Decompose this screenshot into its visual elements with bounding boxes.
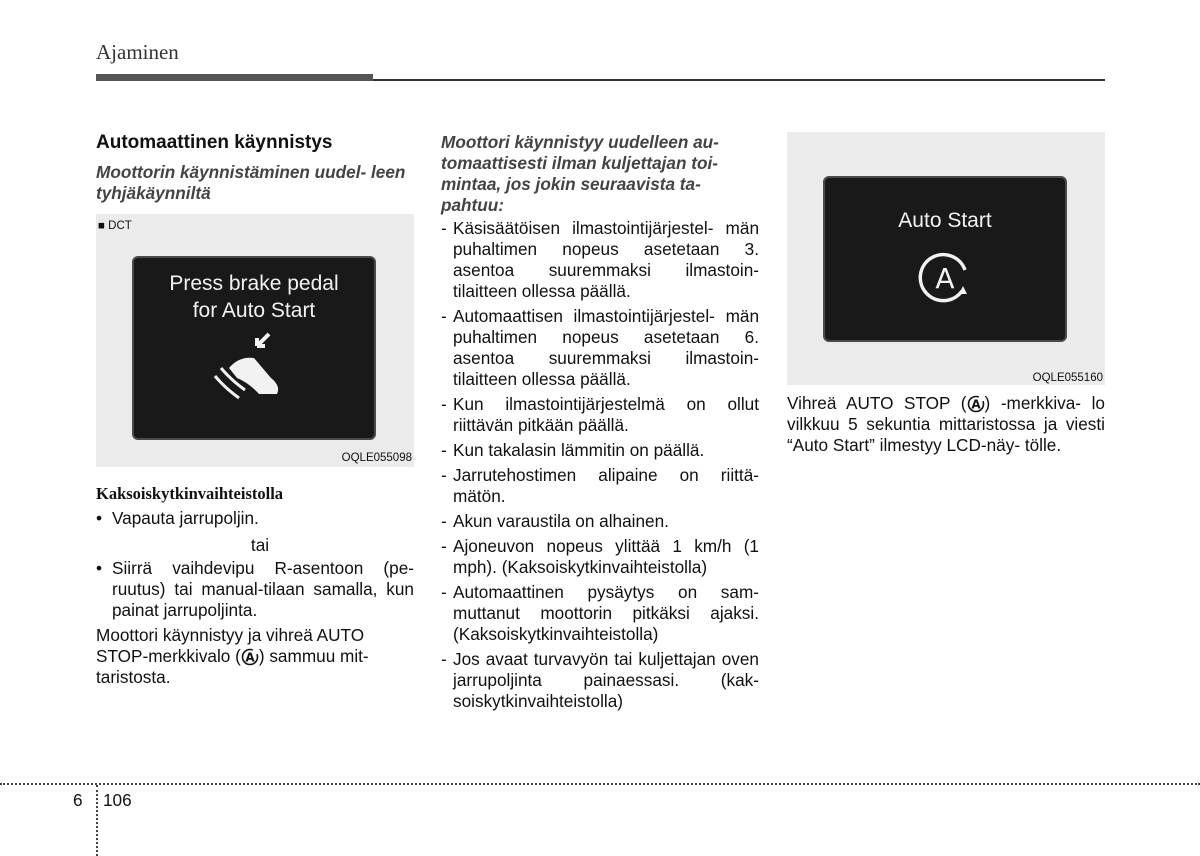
subheading-restart: Moottorin käynnistäminen uudel- leen tyhjäkäynniltä bbox=[96, 162, 406, 203]
column-left bbox=[96, 132, 414, 688]
page-number: 106 bbox=[103, 790, 132, 810]
section-title: Ajaminen bbox=[96, 40, 179, 64]
paragraph-auto-start: Vihreä AUTO STOP ( A ) -merkkiva- lo vilkkuu 5 sekuntia mittaristossa ja viesti “Auto Start” ilmestyy LCD-näy- tölle. bbox=[787, 393, 1105, 455]
column-right bbox=[787, 132, 1105, 456]
auto-stop-a-icon bbox=[915, 248, 975, 308]
bullet-list-dct-2 bbox=[96, 558, 414, 621]
list-item: • Vapauta jarrupoljin. bbox=[96, 508, 259, 528]
figure-caption-1: OQLE055098 bbox=[341, 452, 412, 464]
list-item: - Automaattisen ilmastointijärjestel- män puhaltimen nopeus asetetaan 6. asentoa suuremmaksi ilmastoin- tilaitteen ollessa päällä. bbox=[441, 306, 759, 389]
column-middle bbox=[441, 132, 759, 716]
svg-text:A: A bbox=[935, 262, 955, 295]
paragraph-restart-light: Moottori käynnistyy ja vihreä AUTO STOP-merkkivalo ( A ) sammuu mit- taristosta. bbox=[96, 625, 369, 687]
heading-auto-start: Automaattinen käynnistys bbox=[96, 132, 333, 153]
or-word: tai bbox=[250, 535, 270, 555]
screen-line-1: Press brake pedal bbox=[169, 272, 339, 295]
screen-line-2: for Auto Start bbox=[192, 299, 316, 322]
heading-restart-conditions: Moottori käynnistyy uudelleen au- tomaattisesti ilman kuljettajan toi- mintaa, jos jokin seuraavista ta- pahtuu: bbox=[441, 132, 719, 215]
brake-pedal-icon bbox=[209, 328, 299, 403]
list-item: - Kun ilmastointijärjestelmä on ollut riittävän pitkään päällä. bbox=[441, 394, 759, 435]
subsection-dct: Kaksoiskytkinvaihteistolla bbox=[96, 484, 284, 503]
auto-stop-a-icon bbox=[241, 648, 259, 666]
list-item: - Automaattinen pysäytys on sam- muttanut moottorin pitkäksi ajaksi. (Kaksoiskytkinvaihteistolla) bbox=[441, 582, 759, 644]
lcd-screen-press-brake bbox=[132, 256, 376, 440]
figure-auto-start bbox=[787, 132, 1105, 385]
figure-caption-2: OQLE055160 bbox=[1032, 372, 1103, 384]
condition-list bbox=[441, 218, 759, 712]
figure-label-dct: ■ DCT bbox=[98, 220, 132, 232]
list-item: - Jarrutehostimen alipaine on riittä- mätön. bbox=[441, 465, 759, 506]
svg-text:A: A bbox=[245, 650, 255, 665]
list-item: - Jos avaat turvavyön tai kuljettajan oven jarrupoljinta painaessasi. (kak- soiskytkinvaihteistolla) bbox=[441, 649, 759, 711]
auto-stop-a-icon bbox=[967, 395, 985, 413]
list-item: - Kun takalasin lämmitin on päällä. bbox=[441, 440, 705, 460]
screen-title: Auto Start bbox=[898, 209, 992, 232]
chapter-number: 6 bbox=[73, 790, 83, 810]
list-item: - Käsisäätöisen ilmastointijärjestel- män puhaltimen nopeus asetetaan 3. asentoa suuremmaksi ilmastoin- tilaitteen ollessa päällä. bbox=[441, 218, 759, 301]
footer-rule bbox=[0, 783, 1200, 785]
bullet-list-dct bbox=[96, 508, 414, 529]
list-item: - Akun varaustila on alhainen. bbox=[441, 511, 669, 531]
list-item: - Ajoneuvon nopeus ylittää 1 km/h (1 mph). (Kaksoiskytkinvaihteistolla) bbox=[441, 536, 759, 577]
header-rule-accent bbox=[96, 74, 373, 81]
lcd-screen-auto-start bbox=[823, 176, 1067, 342]
footer-divider bbox=[96, 785, 98, 856]
svg-text:A: A bbox=[970, 397, 981, 412]
figure-press-brake bbox=[96, 214, 414, 467]
list-item: • Siirrä vaihdevipu R-asentoon (pe- ruutus) tai manual-tilaan samalla, kun painat jarrupoljinta. bbox=[96, 558, 414, 620]
